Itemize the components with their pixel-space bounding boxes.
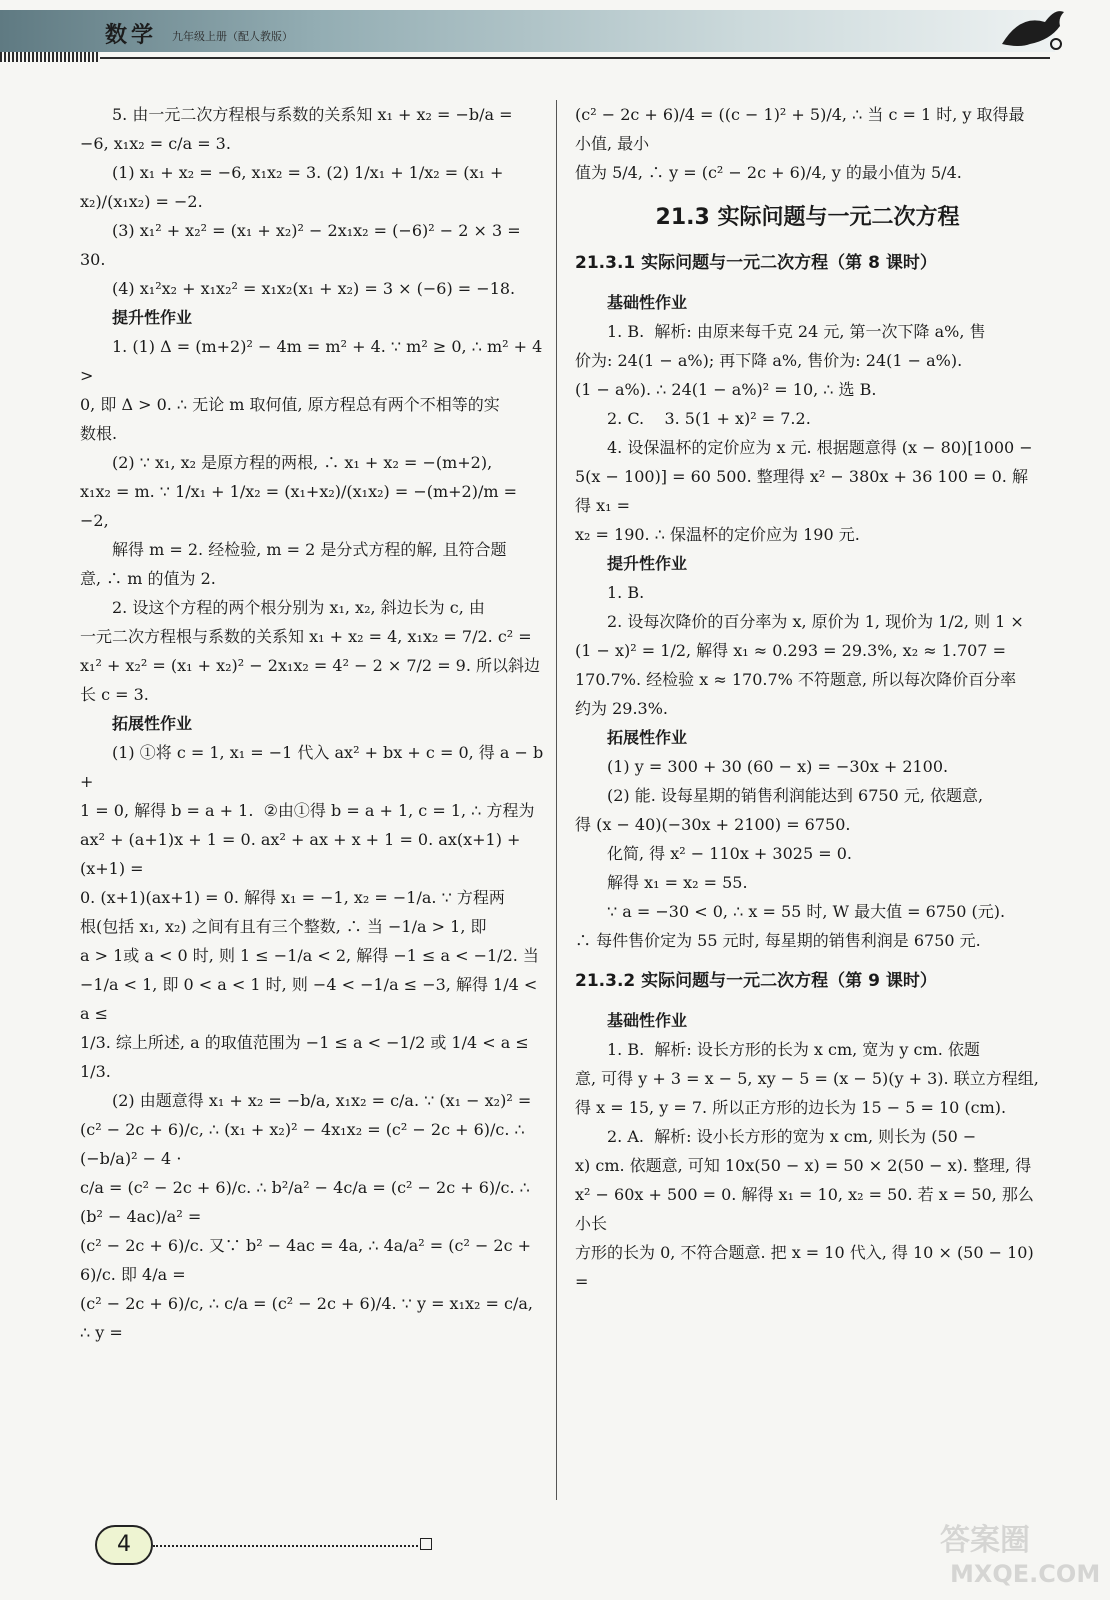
- text-line: −1/a < 1, 即 0 < a < 1 时, 则 −4 < −1/a ≤ −3, 解得 1/4 < a ≤: [80, 975, 543, 1023]
- page-number: 4: [95, 1525, 153, 1565]
- text-line: 0, 即 Δ > 0. ∴ 无论 m 取何值, 原方程总有两个不相等的实: [80, 395, 500, 414]
- page-header: [0, 0, 1110, 62]
- watermark-logo: [930, 1510, 1100, 1590]
- text-line: 5. 由一元二次方程根与系数的关系知 x₁ + x₂ = −b/a =: [112, 105, 513, 124]
- text-line: 0. (x+1)(ax+1) = 0. 解得 x₁ = −1, x₂ = −1/a. ∵ 方程两: [80, 888, 505, 907]
- subject-title: 数学: [105, 23, 158, 48]
- text-line: x₂ = 190. ∴ 保温杯的定价应为 190 元.: [575, 525, 860, 544]
- text-line: (4) x₁²x₂ + x₁x₂² = x₁x₂(x₁ + x₂) = 3 × (−6) = −18.: [112, 279, 516, 298]
- text-line: x² − 60x + 500 = 0. 解得 x₁ = 10, x₂ = 50. 若 x = 50, 那么小长: [575, 1185, 1034, 1233]
- text-line: 根(包括 x₁, x₂) 之间有且有三个整数, ∴ 当 −1/a > 1, 即: [80, 917, 487, 936]
- section-label: 基础性作业: [607, 293, 688, 312]
- text-line: 值为 5/4, ∴ y = (c² − 2c + 6)/4, y 的最小值为 5/4.: [575, 163, 962, 182]
- text-line: a > 1或 a < 0 时, 则 1 ≤ −1/a < 2, 解得 −1 ≤ a < −1/2. 当: [80, 946, 539, 965]
- text-line: (c² − 2c + 6)/4 = ((c − 1)² + 5)/4, ∴ 当 c = 1 时, y 取得最小值, 最小: [575, 105, 1025, 153]
- footer-dotted-rule: [153, 1545, 418, 1547]
- text-line: 170.7%. 经检验 x ≈ 170.7% 不符题意, 所以每次降价百分率: [575, 670, 1017, 689]
- page-footer: [95, 1525, 435, 1565]
- text-line: 1 = 0, 解得 b = a + 1. ②由①得 b = a + 1, c = 1, ∴ 方程为: [80, 801, 535, 820]
- header-stripe: [0, 52, 100, 62]
- text-line: 2. 设每次降价的百分率为 x, 原价为 1, 现价为 1/2, 则 1 ×: [607, 612, 1024, 631]
- text-line: 解得 m = 2. 经检验, m = 2 是分式方程的解, 且符合题: [112, 540, 507, 559]
- section-label: 基础性作业: [607, 1011, 688, 1030]
- section-title: 21.3 实际问题与一元二次方程: [655, 205, 960, 230]
- text-line: 1. B.: [607, 583, 645, 602]
- text-line: 4. 设保温杯的定价应为 x 元. 根据题意得 (x − 80)[1000 −: [607, 438, 1033, 457]
- header-band: [0, 10, 1055, 52]
- text-line: (c² − 2c + 6)/c, ∴ (x₁ + x₂)² − 4x₁x₂ = (c² − 2c + 6)/c. ∴ (−b/a)² − 4 ·: [80, 1120, 530, 1168]
- text-line: (1) x₁ + x₂ = −6, x₁x₂ = 3. (2) 1/x₁ + 1/x₂ = (x₁ + x₂)/(x₁x₂) = −2.: [80, 163, 509, 211]
- text-line: 1. B. 解析: 设长方形的长为 x cm, 宽为 y cm. 依题: [607, 1040, 980, 1059]
- text-line: x₁² + x₂² = (x₁ + x₂)² − 2x₁x₂ = 4² − 2 × 7/2 = 9. 所以斜边长 c = 3.: [80, 656, 541, 704]
- header-rule: [100, 57, 1050, 59]
- text-line: x) cm. 依题意, 可知 10x(50 − x) = 50 × 2(50 − x). 整理, 得: [575, 1156, 1032, 1175]
- text-line: (2) ∵ x₁, x₂ 是原方程的两根, ∴ x₁ + x₂ = −(m+2),: [112, 453, 493, 472]
- svg-text:答案圈: 答案圈: [940, 1523, 1030, 1558]
- column-divider: [556, 100, 557, 1500]
- text-line: (1) y = 300 + 30 (60 − x) = −30x + 2100.: [607, 757, 949, 776]
- text-line: −6, x₁x₂ = c/a = 3.: [80, 134, 231, 153]
- left-column: [80, 100, 549, 1347]
- text-line: 约为 29.3%.: [575, 699, 669, 718]
- text-line: 价为: 24(1 − a%); 再下降 a%, 售价为: 24(1 − a%).: [575, 351, 963, 370]
- text-line: 一元二次方程根与系数的关系知 x₁ + x₂ = 4, x₁x₂ = 7/2. c² =: [80, 627, 532, 646]
- right-column: [575, 100, 1040, 1296]
- text-line: 1. (1) Δ = (m+2)² − 4m = m² + 4. ∵ m² ≥ 0, ∴ m² + 4 >: [80, 337, 548, 385]
- text-line: (c² − 2c + 6)/c. 又∵ b² − 4ac = 4a, ∴ 4a/a² = (c² − 2c + 6)/c. 即 4/a =: [80, 1236, 537, 1284]
- text-line: (2) 能. 设每星期的销售利润能达到 6750 元, 依题意,: [607, 786, 984, 805]
- text-line: 解得 x₁ = x₂ = 55.: [607, 873, 748, 892]
- section-label: 拓展性作业: [607, 728, 688, 747]
- section-label: 提升性作业: [607, 554, 688, 573]
- text-line: x₁x₂ = m. ∵ 1/x₁ + 1/x₂ = (x₁+x₂)/(x₁x₂) = −(m+2)/m = −2,: [80, 482, 523, 530]
- text-line: 1/3. 综上所述, a 的取值范围为 −1 ≤ a < −1/2 或 1/4 < a ≤ 1/3.: [80, 1033, 534, 1081]
- text-line: 得 x = 15, y = 7. 所以正方形的边长为 15 − 5 = 10 (cm).: [575, 1098, 1007, 1117]
- text-line: 2. C. 3. 5(1 + x)² = 7.2.: [607, 409, 811, 428]
- svg-text:MXQE.COM: MXQE.COM: [950, 1560, 1100, 1588]
- text-line: 意, ∴ m 的值为 2.: [80, 569, 216, 588]
- grade-label: 九年级上册（配人教版）: [172, 30, 293, 43]
- text-line: 2. 设这个方程的两个根分别为 x₁, x₂, 斜边长为 c, 由: [112, 598, 485, 617]
- bird-logo-icon: [1000, 4, 1066, 52]
- subsection-title: 21.3.2 实际问题与一元二次方程（第 9 课时）: [575, 971, 937, 991]
- text-line: (1 − a%). ∴ 24(1 − a%)² = 10, ∴ 选 B.: [575, 380, 877, 399]
- text-line: 2. A. 解析: 设小长方形的宽为 x cm, 则长为 (50 −: [607, 1127, 977, 1146]
- text-line: ∵ a = −30 < 0, ∴ x = 55 时, W 最大值 = 6750 (元).: [607, 902, 1006, 921]
- text-line: (c² − 2c + 6)/c, ∴ c/a = (c² − 2c + 6)/4. ∵ y = x₁x₂ = c/a, ∴ y =: [80, 1294, 539, 1342]
- text-line: 意, 可得 y + 3 = x − 5, xy − 5 = (x − 5)(y + 3). 联立方程组,: [575, 1069, 1039, 1088]
- text-line: ax² + (a+1)x + 1 = 0. ax² + ax + x + 1 = 0. ax(x+1) + (x+1) =: [80, 830, 526, 878]
- section-label: 拓展性作业: [112, 714, 193, 733]
- footer-square-icon: [420, 1538, 432, 1550]
- text-line: 5(x − 100)] = 60 500. 整理得 x² − 380x + 36 100 = 0. 解得 x₁ =: [575, 467, 1028, 515]
- text-line: ∴ 每件售价定为 55 元时, 每星期的销售利润是 6750 元.: [575, 931, 981, 950]
- text-line: (2) 由题意得 x₁ + x₂ = −b/a, x₁x₂ = c/a. ∵ (x₁ − x₂)² =: [112, 1091, 532, 1110]
- text-line: 方形的长为 0, 不符合题意. 把 x = 10 代入, 得 10 × (50 − 10) =: [575, 1243, 1039, 1291]
- text-line: (3) x₁² + x₂² = (x₁ + x₂)² − 2x₁x₂ = (−6)² − 2 × 3 = 30.: [80, 221, 526, 269]
- text-line: 化简, 得 x² − 110x + 3025 = 0.: [607, 844, 852, 863]
- text-line: (1 − x)² = 1/2, 解得 x₁ ≈ 0.293 = 29.3%, x₂ ≈ 1.707 =: [575, 641, 1006, 660]
- text-line: 数根.: [80, 424, 118, 443]
- text-line: 得 (x − 40)(−30x + 2100) = 6750.: [575, 815, 851, 834]
- subsection-title: 21.3.1 实际问题与一元二次方程（第 8 课时）: [575, 253, 937, 273]
- text-line: 1. B. 解析: 由原来每千克 24 元, 第一次下降 a%, 售: [607, 322, 986, 341]
- text-line: c/a = (c² − 2c + 6)/c. ∴ b²/a² − 4c/a = (c² − 2c + 6)/c. ∴ (b² − 4ac)/a² =: [80, 1178, 535, 1226]
- text-line: (1) ①将 c = 1, x₁ = −1 代入 ax² + bx + c = 0, 得 a − b +: [80, 743, 549, 791]
- section-label: 提升性作业: [112, 308, 193, 327]
